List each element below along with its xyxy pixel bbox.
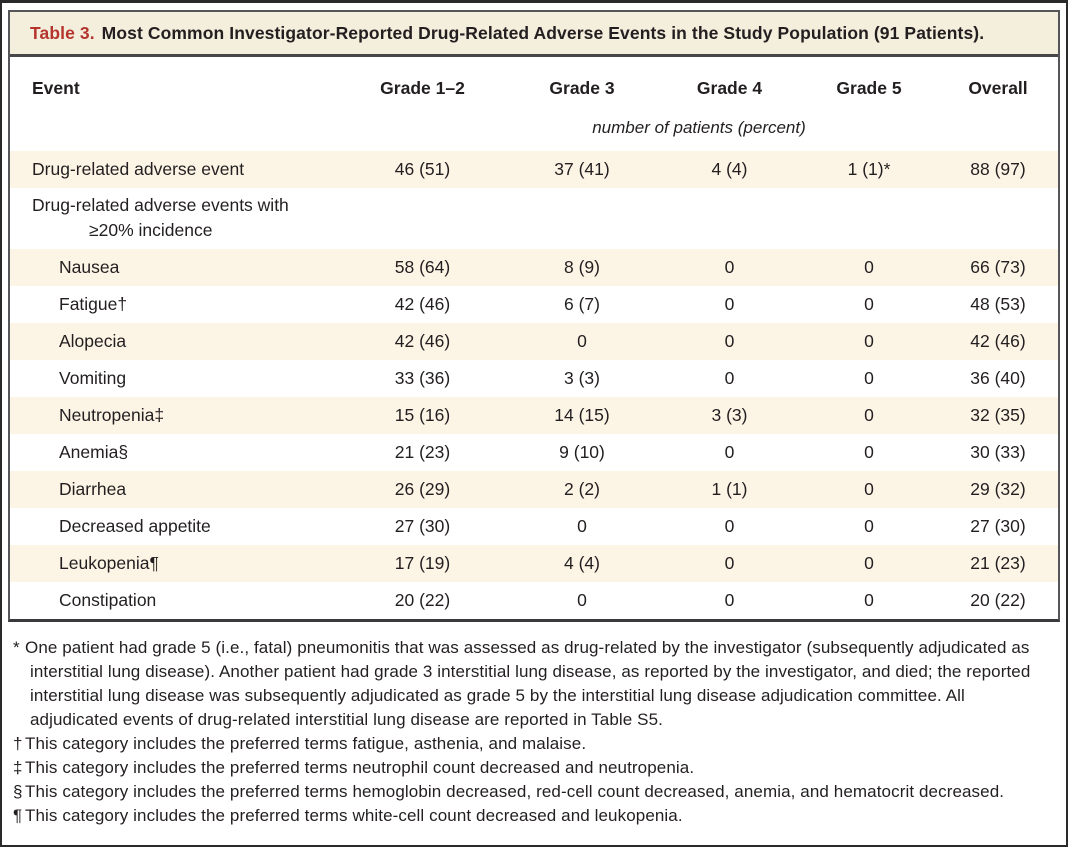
column-header-event: Event: [32, 77, 80, 98]
value-cell: 2 (2): [564, 478, 600, 499]
table-row: [10, 397, 1058, 434]
value-cell: 4 (4): [711, 159, 748, 179]
table-title-bar: [10, 12, 1058, 57]
value-cell: 0: [864, 367, 874, 388]
value-cell: 0: [724, 293, 735, 314]
value-cell: 3 (3): [711, 404, 748, 425]
value-cell: 48 (53): [970, 293, 1026, 314]
value-cell: 0: [864, 478, 874, 499]
table-row: [10, 582, 1058, 619]
value-cell: [340, 213, 505, 223]
value-cell: 1 (1): [711, 478, 748, 499]
event-label: Nausea: [59, 256, 120, 277]
column-header-grade-4: Grade 4: [696, 77, 763, 98]
event-label: Drug-related adverse events with ≥20% incidence: [32, 195, 289, 241]
event-label: Anemia§: [59, 441, 129, 462]
value-cell: 0: [724, 367, 735, 388]
table-row: [10, 508, 1058, 545]
subheader-row: [10, 103, 1058, 151]
table-row: [10, 323, 1058, 360]
value-cell: 9 (10): [559, 441, 605, 462]
value-cell: 0: [724, 589, 735, 610]
footnote-symbol: †: [13, 733, 23, 753]
value-cell: 0: [577, 515, 587, 536]
value-cell: 32 (35): [970, 404, 1026, 425]
value-cell: 0: [864, 515, 874, 536]
value-cell: 0: [864, 330, 874, 351]
footnote-symbol: ¶: [13, 805, 23, 825]
value-cell: [938, 213, 1058, 223]
value-cell: 36 (40): [970, 367, 1026, 388]
column-header-grade-5: Grade 5: [836, 77, 902, 98]
footnote-symbol: *: [13, 637, 20, 657]
event-label: Leukopenia¶: [59, 552, 159, 573]
event-label: Alopecia: [59, 330, 127, 351]
event-label: Drug-related adverse event: [32, 158, 245, 179]
value-cell: 0: [577, 330, 587, 351]
value-cell: 58 (64): [394, 256, 451, 277]
value-cell: 33 (36): [394, 367, 451, 388]
column-header-overall: Overall: [968, 77, 1028, 98]
table-body: [10, 151, 1058, 619]
table-row: [10, 471, 1058, 508]
value-cell: 30 (33): [970, 441, 1026, 462]
value-cell: 4 (4): [564, 552, 600, 573]
event-label: Decreased appetite: [59, 515, 211, 536]
table-row: [10, 434, 1058, 471]
value-cell: 27 (30): [394, 515, 451, 536]
table-row: [10, 188, 1058, 249]
table-row: [10, 151, 1058, 188]
value-cell: 0: [864, 589, 874, 610]
value-cell: 37 (41): [554, 159, 610, 179]
value-cell: 0: [724, 441, 735, 462]
table3-box: [8, 10, 1060, 622]
value-cell: 21 (23): [970, 552, 1026, 573]
column-header-grade-1-2: Grade 1–2: [380, 77, 465, 98]
column-header-row: [10, 57, 1058, 103]
value-cell: [505, 213, 659, 223]
table-row: [10, 545, 1058, 582]
value-cell: 66 (73): [970, 256, 1026, 277]
value-cell: 20 (22): [970, 589, 1026, 610]
event-label: Vomiting: [59, 367, 127, 388]
value-cell: 0: [724, 515, 735, 536]
value-cell: 0: [724, 330, 735, 351]
value-cell: 0: [724, 552, 735, 573]
value-cell: 14 (15): [554, 404, 610, 425]
value-cell: [800, 213, 938, 223]
table-row: [10, 249, 1058, 286]
value-cell: 8 (9): [564, 256, 600, 277]
value-cell: 20 (22): [394, 589, 451, 610]
table-row: [10, 360, 1058, 397]
value-cell: 0: [864, 552, 874, 573]
footnote: § This category includes the preferred terms hemoglobin decreased, red-cell count decreased, anemia, and hematocrit decreased.: [8, 780, 1056, 804]
event-label: Constipation: [59, 589, 157, 610]
table-title-text: Most Common Investigator-Reported Drug-Related Adverse Events in the Study Population (91 Patients).: [101, 23, 985, 43]
units-note: number of patients (percent): [592, 118, 806, 137]
event-label: Fatigue†: [59, 293, 128, 314]
value-cell: 6 (7): [564, 293, 600, 314]
footnote: ¶ This category includes the preferred terms white-cell count decreased and leukopenia.: [8, 804, 1056, 828]
value-cell: 42 (46): [970, 330, 1026, 351]
footnote-symbol: ‡: [13, 757, 23, 777]
value-cell: 17 (19): [394, 552, 451, 573]
value-cell: 29 (32): [970, 478, 1026, 499]
column-header-grade-3: Grade 3: [549, 77, 615, 98]
value-cell: 0: [864, 441, 874, 462]
value-cell: 0: [864, 256, 874, 277]
value-cell: 21 (23): [394, 441, 451, 462]
value-cell: 26 (29): [394, 478, 451, 499]
value-cell: 15 (16): [394, 404, 451, 425]
event-label: Diarrhea: [59, 478, 127, 499]
value-cell: 0: [577, 589, 587, 610]
table-number: Table 3.: [30, 23, 95, 43]
value-cell: 42 (46): [394, 330, 451, 351]
footnote: * One patient had grade 5 (i.e., fatal) pneumonitis that was assessed as drug-related by the investigator (subsequently adjudicated as interstitial lung disease). Another patient had grade 3 interstitial lung disease, as reported by the investigator, and died; the reported interstitial lung disease was subsequently adjudicated as grade 5 by the interstitial lung disease adjudication committee. All adjudicated events of drug-related interstitial lung disease are reported in Table S5.: [13, 637, 1031, 729]
value-cell: 0: [724, 256, 735, 277]
table-row: [10, 286, 1058, 323]
value-cell: 27 (30): [970, 515, 1026, 536]
footnote: ‡ This category includes the preferred terms neutrophil count decreased and neutropenia.: [8, 756, 1056, 780]
footnote-symbol: §: [13, 781, 23, 801]
value-cell: 1 (1)*: [847, 159, 891, 179]
value-cell: 0: [864, 404, 874, 425]
value-cell: 88 (97): [970, 159, 1026, 179]
event-label: Neutropenia‡: [59, 404, 165, 425]
footnote: † This category includes the preferred terms fatigue, asthenia, and malaise.: [8, 732, 1056, 756]
value-cell: [659, 213, 800, 223]
value-cell: 3 (3): [564, 367, 600, 388]
value-cell: 42 (46): [394, 293, 451, 314]
value-cell: 46 (51): [394, 159, 451, 179]
value-cell: 0: [864, 293, 874, 314]
footnotes-section: [8, 636, 1056, 828]
